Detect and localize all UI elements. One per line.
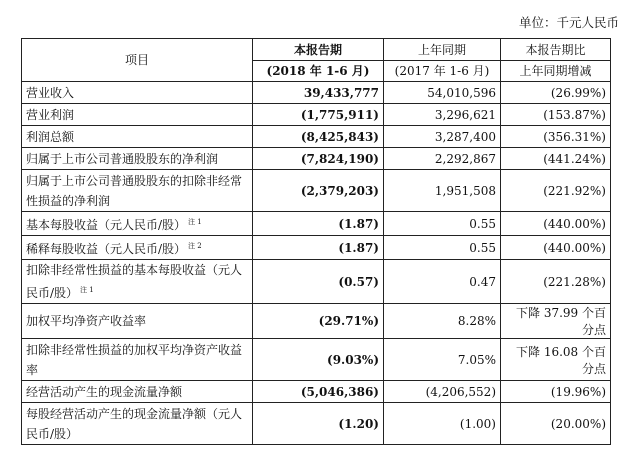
row-label: 经营活动产生的现金流量净额	[22, 381, 253, 403]
change-value: (441.24%)	[501, 148, 611, 170]
table-row	[22, 236, 611, 260]
row-label: 扣除非经常性损益的基本每股收益（元人民币/股）	[26, 263, 243, 300]
prior-value: (4,206,552)	[384, 381, 501, 403]
current-value: (29.71%)	[253, 304, 384, 339]
row-label: 扣除非经常性损益的加权平均净资产收益率	[22, 339, 253, 381]
header-change-sub: 上年同期增减	[501, 61, 611, 82]
header-current-period: (2018 年 1-6 月)	[253, 61, 384, 82]
prior-value: (1.00)	[384, 403, 501, 445]
table-row	[22, 104, 611, 126]
row-label-cell	[22, 260, 253, 304]
header-item: 项目	[22, 39, 253, 82]
current-value: (8,425,843)	[253, 126, 384, 148]
change-value: (153.87%)	[501, 104, 611, 126]
change-value: (440.00%)	[501, 212, 611, 236]
current-value: 39,433,777	[253, 82, 384, 104]
current-value: (7,824,190)	[253, 148, 384, 170]
prior-value: 8.28%	[384, 304, 501, 339]
financial-summary-table	[21, 38, 611, 445]
table-row	[22, 126, 611, 148]
table-row	[22, 260, 611, 304]
row-label: 归属于上市公司普通股股东的扣除非经常性损益的净利润	[22, 170, 253, 212]
prior-value: 54,010,596	[384, 82, 501, 104]
table-row	[22, 148, 611, 170]
row-label: 基本每股收益（元人民币/股）	[26, 218, 187, 232]
table-row	[22, 82, 611, 104]
prior-value: 2,292,867	[384, 148, 501, 170]
header-current-title: 本报告期	[253, 39, 384, 61]
row-label: 稀释每股收益（元人民币/股）	[26, 242, 187, 256]
change-value: (440.00%)	[501, 236, 611, 260]
row-label: 归属于上市公司普通股股东的净利润	[22, 148, 253, 170]
unit-label: 单位：千元人民币	[518, 15, 619, 30]
row-label-cell	[22, 212, 253, 236]
table-row	[22, 170, 611, 212]
table-row	[22, 381, 611, 403]
row-label: 加权平均净资产收益率	[22, 304, 253, 339]
row-label: 营业利润	[22, 104, 253, 126]
change-value: (356.31%)	[501, 126, 611, 148]
current-value: (1.87)	[253, 212, 384, 236]
header-prior-title: 上年同期	[384, 39, 501, 61]
change-value: (26.99%)	[501, 82, 611, 104]
change-value: (20.00%)	[501, 403, 611, 445]
prior-value: 0.47	[384, 260, 501, 304]
footnote-marker: 注 1	[188, 218, 202, 226]
prior-value: 0.55	[384, 212, 501, 236]
row-label: 利润总额	[22, 126, 253, 148]
footnote-marker: 注 1	[80, 286, 94, 294]
current-value: (2,379,203)	[253, 170, 384, 212]
current-value: (1,775,911)	[253, 104, 384, 126]
current-value: (1.87)	[253, 236, 384, 260]
change-value: (19.96%)	[501, 381, 611, 403]
header-change-title: 本报告期比	[501, 39, 611, 61]
table-row	[22, 304, 611, 339]
current-value: (1.20)	[253, 403, 384, 445]
change-value: (221.92%)	[501, 170, 611, 212]
prior-value: 1,951,508	[384, 170, 501, 212]
table-row	[22, 403, 611, 445]
row-label: 营业收入	[22, 82, 253, 104]
table-row	[22, 339, 611, 381]
prior-value: 3,287,400	[384, 126, 501, 148]
header-prior-period: (2017 年 1-6 月)	[384, 61, 501, 82]
row-label-cell	[22, 236, 253, 260]
change-value: 下降 16.08 个百分点	[501, 339, 611, 381]
current-value: (9.03%)	[253, 339, 384, 381]
row-label: 每股经营活动产生的现金流量净额（元人民币/股）	[22, 403, 253, 445]
current-value: (0.57)	[253, 260, 384, 304]
change-value: 下降 37.99 个百分点	[501, 304, 611, 339]
table-row	[22, 212, 611, 236]
prior-value: 7.05%	[384, 339, 501, 381]
prior-value: 0.55	[384, 236, 501, 260]
current-value: (5,046,386)	[253, 381, 384, 403]
prior-value: 3,296,621	[384, 104, 501, 126]
change-value: (221.28%)	[501, 260, 611, 304]
footnote-marker: 注 2	[188, 242, 202, 250]
